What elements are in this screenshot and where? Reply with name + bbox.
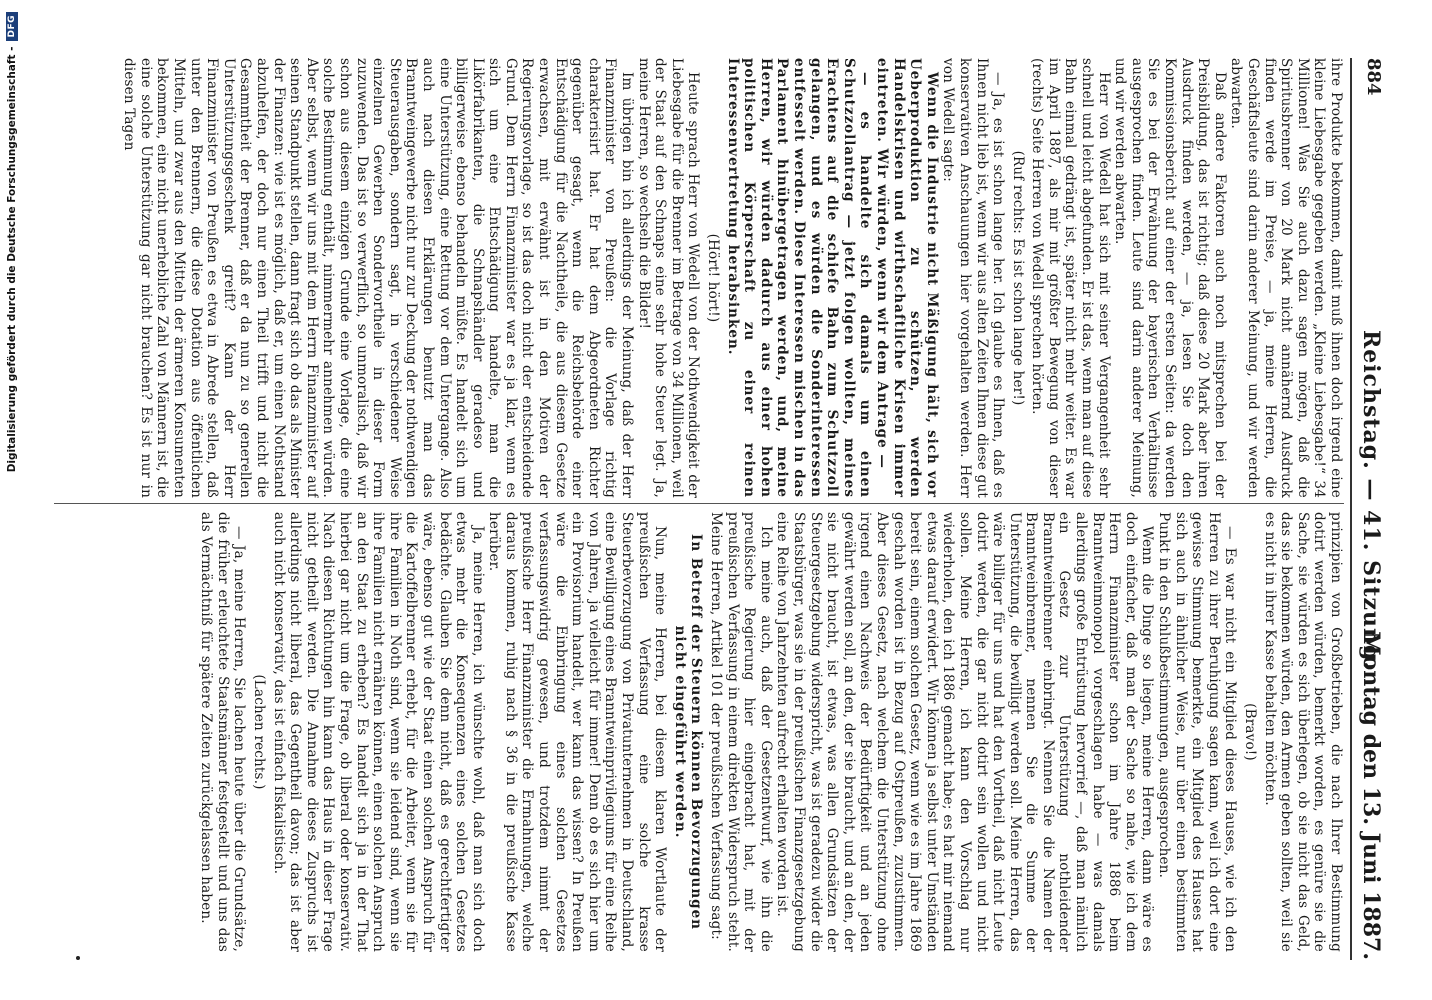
session-date: Montag den 13. Juni 1887. [1358,631,1384,960]
quoted-paragraph: — es handelte sich damals um einen Schutzzollantrag — jetzt folgen wollten, meines Erachtens auf die schiefe Bahn zum Schutzzoll gelangen, und es würden die Sonderinteressen entfesselt werden. Diese Interessen mischen in das Parlament hinübergetragen werden, und, meine Herren, wir würden dadurch aus einer hohen politischen Körperschaft zu einer reinen Interessenvertretung herabsinken. [724,58,874,498]
column-divider [54,503,1344,504]
footer-credit-line [0,0,24,1000]
interjection: (Hört! hört!) [705,233,722,323]
interjection: (Bravo!) [1242,703,1259,761]
page-number: 884 [1363,58,1384,96]
paragraph: Ja, meine Herren, ich wünschte wohl, daß man sich doch etwas mehr die Konsequenzen eines solchen Gesetzes bedächte. Glauben Sie denn nicht, daß es gerechtfertigter wäre, ebenso gut wie der Staat einen solchen Anspruch für die Kartoffelbrenner erhebt, für die Arbeiter, wenn sie für ihre Familien in Noth sind, wenn sie leidend sind, wenn sie ihre Familien nicht ernähren können, einen solchen Anspruch an den Staat zu erheben? Es handelt sich ja in der That hierbei gar nicht um die Frage, ob liberal oder konservativ. Nach diesen Richtungen hin kann das Haus in dieser Frage nicht getheilt werden. Die Annahme dieses Zuspruchs ist allerdings nicht liberal, das Gegentheil davon; das ist aber auch nicht konservativ, das ist einfach fiskalistisch. [270,512,486,952]
left-column [54,58,1344,498]
footer-strip [0,0,24,1000]
header-rule [1350,58,1352,960]
interjection: (Lachen rechts.) [251,674,267,790]
paragraph: Nun, meine Herren, bei diesem klaren Wortlaute der preußischen Verfassung eine solche krasse Steuerbevorzugung von Privatunternehmen in Deutschland, eine Bewilligung eines Branntweinprivilegiums für eine Reihe von Jahren, ja vielleicht für immer! Denn ob es sich hier um ein Provisorium handelt, wer kann das wissen? In Preußen wäre die Einbringung eines solchen Gesetzes verfassungswidrig gewesen, und trotzdem nimmt der preußische Herr Finanzminister die Ermahnungen, welche daraus kommen, ruhig nach § 36 in die preußische Kasse herüber. [486,512,669,952]
paragraph: Wenn die Dinge so liegen, meine Herren, dann wäre es doch einfacher, daß man der Sache so nahe, wie ich dem Herrn Finanzminister schon im Jahre 1886 beim Branntweinmonopol vorgeschlagen habe — was damals allerdings große Entrüstung hervorrief —, daß man nämlich ein Gesetz zur Unterstützung nothleidender Branntweinbrenner einbringt. Nennen Sie die Namen der Branntweinbrenner, nennen Sie die Summe der Unterstützung, die bewilligt werden soll. Meine Herren, das wäre billiger für uns und hat den Vortheil, daß nicht Leute dotirt werden, die gar nicht dotirt sein wollen und nicht sollen. Meine Herren, ich kann den Vorschlag nur wiederholen, den ich 1886 gemacht habe; es hat mir niemand etwas darauf erwidert. Wir können ja selbst unter Umständen bereit sein, einem solchen Gesetz, wenn wie es im Jahre 1869 geschah worden ist in Bezug auf Ostpreußen, zuzustimmen. Aber dieses Gesetz, nach welchem die Unterstützung ohne irgend einen Nachweis der Bedürftigkeit und an jeden gewährt werden soll, an den, der sie braucht, und an den, der sie nicht braucht, ist etwas, was allen Grundsätzen der Steuergesetzgebung widerspricht, was ist geradezu wider die Staatsbürger, was sie in der preußischen Finanzgesetzgebung eine Reihe von Jahrzehnten aufrecht erhalten worden ist. [774,512,1156,952]
scan-speck [76,956,80,960]
paragraph: Herr von Wedell hat sich mit seiner Vergangenheit sehr schnell und leicht abgefunden. Er ist das, wenn man auf diese Bahn einmal gedrängt ist, später nicht mehr weiter. Es war im April 1887, als mir mit größter Bewegung von dieser (rechts) Seite Herren von Wedell sprechen hörten. [1029,58,1112,498]
paragraph: Im übrigen bin ich allerdings der Meinung, daß der Herr Finanzminister von Preußen: die Vorlage richtig charakterisirt hat. Er hat dem Abgeordneten Richter gegenüber gesagt, wenn die Reichsbehörde einer Entschädigung für die Nachtheile, die aus diesem Gesetze erwachsen, mit erwähnt ist in den Motiven der Regierungsvorlage, so ist das doch nicht der entscheidende Grund. Dem Herrn Finanzminister war es ja klar, wenn es sich um eine Entschädigung handelte, man die Likörfabrikanten, die Schnapshändler geradeso und billigerweise ebenso behandeln müßte. Es handelt sich um eine Unterstützung, eine Rettung vor dem Untergange. Also auch nach diesen Erklärungen benutzt man das Branntweingewerbe nicht nur zur Deckung der nothwendigen Steuerausgaben, sondern sagt, in verschiedener Weise einzelnen Gewerben Sondervortheile in dieser Form zuzuwenden. Das ist so verwerflich, so unmoralisch, daß wir schon aus diesem einzigen Grunde eine Vorlage, die eine solche Bestimmung enthält, nimmermehr annehmen würden. Aber selbst, wenn wir uns mit dem Herrn Finanzminister auf seinen Standpunkt stellen, dann fragt sich ob das als Minister der Finanzen: wie ist es möglich, daß er, um einen Nothstand abzuhelfen, der doch nur einen Theil trifft und nicht die Gesammtheit der Brenner, daß er da nun zu so generellen Unterstützungsgeschenk greift? Kann der Herr Finanzminister von Preußen es etwa in Abrede stellen, daß unter den Brennern, die diese Dotation aus öffentlichen Mitteln, und zwar aus den Mitteln der ärmeren Konsumenten bekommen, eine nicht unerhebliche Zahl von Männern ist, die eine solche Unterstützung gar nicht brauchen? Es ist nur in diesen Tagen [121,58,636,498]
interjection: (Ruf rechts: Es ist schon lange her!) [1009,150,1026,406]
paragraph: ihre Produkte bekommen, damit muß ihnen doch irgend eine kleine Liebesgabe gegeben werden. „Kleine Liebesgabe!“ 34 Millionen! Was Sie auch dazu sagen mögen, daß die Spiritusbrenner von 20 Mark nicht annähernd Ausdruck finden werde im Preise, — ja, meine Herren, die Geschäftsleute sind darin anderer Meinung, und wir werden abwarten. [1228,58,1344,498]
right-column [54,512,1344,952]
dfg-logo-icon: DFG [6,12,18,41]
paragraph: — Ja, es ist schon lange her. Ich glaube es Ihnen, daß es Ihnen nicht lieb ist, wenn wir aus alten Zeiten Ihnen diese gut konservativen Anschauungen hier vorgehalten werden. Herr von Wedell sagte: [940,58,1007,498]
article-quote: In Betreff der Steuern können Bevorzugungen nicht eingeführt werden. [671,534,705,930]
page-title: Reichstag. — 41. Sitzung. [1358,329,1384,671]
quoted-paragraph: Wenn die Industrie nicht Mäßigung hält, sich vor Ueberproduktion zu schützen, werden Handelskrisen und wirthschaftliche Krisen immer eintreten. Wir würden, wenn wir dem Antrage — [873,58,940,498]
paragraph: Heute sprach Herr von Wedell von der Nothwendigkeit der Liebesgabe für die Brenner im Betrage von 34 Millionen, weil der Staat auf den Schnaps eine sehr hohe Steuer legt. Ja, meine Herren, so wechseln die Bilder! [635,58,702,498]
paragraph: — Ja, meine Herren, Sie lachen heute über die Grundsätze, die früher erleuchtete Staatsmänner festgestellt und uns das als Vermächtniß für spätere Zeiten zurückgelassen haben. [198,512,248,952]
paragraph: prinzipien von Großbetrieben, die nach Ihrer Bestimmung dotirt werden würden, bemerkt worden, es genüre sie die Sache, sie würden es sich überlegen, ob sie nicht das Geld, das sie bekommen würden, den Armen geben sollten, weil sie es nicht in ihrer Kasse behalten möchten. [1261,512,1344,952]
paragraph: — Es war nicht ein Mitglied dieses Hauses, wie ich den Herren zu ihrer Beruhigung sagen kann, weil ich dort eine gewisse Stimmung bemerkte, ein Mitglied des Hauses hat sich auch in ähnlicher Weise, nur über einen bestimmten Punkt in den Schlußbestimmungen, ausgesprochen. [1156,512,1239,952]
rotated-page [40,0,1392,1000]
paragraph: Daß andere Faktoren auch noch mitsprechen bei der Preisbildung, das ist richtig; daß diese 20 Mark aber ihren Ausdruck finden werden, — ja, lesen Sie doch den Kommissionsbericht auf einer der ersten Seiten: da werden Sie es bei der Erwähnung der bayerischen Verhältnisse ausgesprochen finden. Leute sind darin anderer Meinung, und wir werden abwarten. [1112,58,1228,498]
paragraph: Ich meine auch, daß der Gesetzentwurf, wie ihn die preußische Regierung hier eingebracht hat, mit der preußischen Verfassung in einem direkten Widerspruch steht. Meine Herren, Artikel 101 der preußischen Verfassung sagt: [708,512,774,952]
digitization-credit: Digitalisierung gefördert durch die Deutsche Forschungsgemeinschaft - [6,46,18,473]
